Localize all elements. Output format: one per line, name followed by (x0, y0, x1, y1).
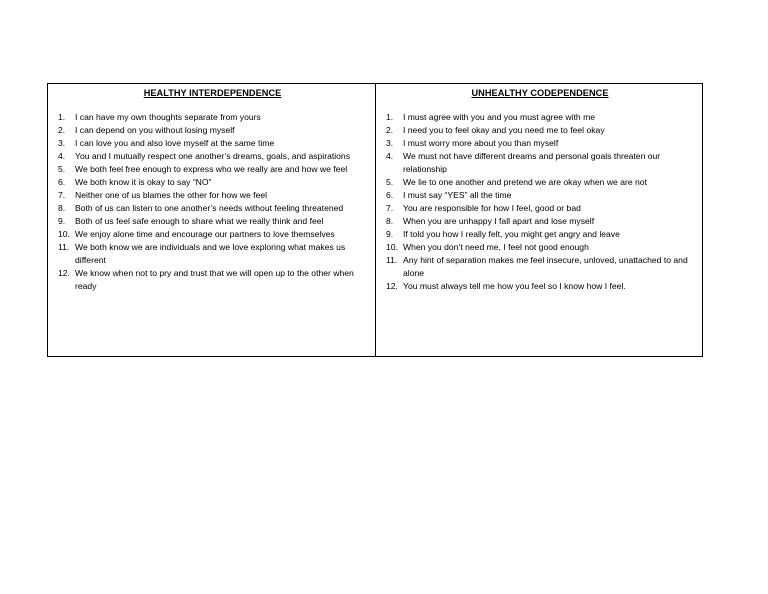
item-number: 10. (386, 242, 398, 252)
item-text: We must not have different dreams and personal goals threaten our relationship (403, 151, 661, 174)
item-text: Both of us can listen to one another’s needs without feeling threatened (75, 203, 344, 213)
item-number: 5. (386, 177, 394, 187)
item-number: 9. (386, 229, 394, 239)
healthy-item-5 (56, 163, 369, 176)
item-number: 6. (58, 177, 66, 187)
item-text: I can depend on you without losing myself (75, 125, 235, 135)
healthy-item-7 (56, 189, 369, 202)
unhealthy-item-3 (384, 137, 696, 150)
item-text: We both know it is okay to say “NO” (75, 177, 212, 187)
item-text: You must always tell me how you feel so I know how I feel. (403, 281, 626, 291)
item-number: 8. (58, 203, 66, 213)
item-text: We both feel free enough to express who we really are and how we feel (75, 164, 348, 174)
comparison-table (47, 83, 703, 357)
unhealthy-item-6 (384, 189, 696, 202)
healthy-heading: HEALTHY INTERDEPENDENCE (143, 88, 282, 98)
item-number: 1. (58, 112, 66, 122)
unhealthy-item-12 (384, 280, 696, 293)
item-number: 4. (386, 151, 394, 161)
healthy-item-11 (56, 241, 369, 267)
item-number: 11. (58, 242, 70, 252)
item-text: You are responsible for how I feel, good or bad (403, 203, 581, 213)
item-number: 7. (386, 203, 394, 213)
item-text: We both know we are individuals and we love exploring what makes us different (75, 242, 346, 265)
item-number: 2. (58, 125, 66, 135)
healthy-item-3 (56, 137, 369, 150)
item-text: We lie to one another and pretend we are okay when we are not (403, 177, 647, 187)
item-text: I must say “YES” all the time (403, 190, 512, 200)
unhealthy-item-1 (384, 111, 696, 124)
item-number: 2. (386, 125, 394, 135)
item-text: We enjoy alone time and encourage our partners to love themselves (75, 229, 335, 239)
item-number: 5. (58, 164, 66, 174)
healthy-column (48, 84, 376, 356)
item-text: We know when not to pry and trust that we will open up to the other when ready (75, 268, 354, 291)
unhealthy-item-5 (384, 176, 696, 189)
item-text: I can love you and also love myself at the same time (75, 138, 275, 148)
unhealthy-item-7 (384, 202, 696, 215)
item-number: 8. (386, 216, 394, 226)
unhealthy-item-10 (384, 241, 696, 254)
item-text: When you are unhappy I fall apart and lose myself (403, 216, 595, 226)
unhealthy-item-11 (384, 254, 696, 280)
healthy-item-8 (56, 202, 369, 215)
healthy-item-9 (56, 215, 369, 228)
healthy-list (56, 111, 369, 293)
item-number: 3. (386, 138, 394, 148)
item-number: 7. (58, 190, 66, 200)
item-text: You and I mutually respect one another’s dreams, goals, and aspirations (75, 151, 351, 161)
healthy-item-4 (56, 150, 369, 163)
unhealthy-column (376, 84, 702, 356)
item-number: 12. (58, 268, 70, 278)
unhealthy-heading: UNHEALTHY CODEPENDENCE (471, 88, 609, 98)
item-number: 3. (58, 138, 66, 148)
item-text: Neither one of us blames the other for how we feel (75, 190, 268, 200)
healthy-item-2 (56, 124, 369, 137)
unhealthy-item-2 (384, 124, 696, 137)
item-text: When you don’t need me, I feel not good enough (403, 242, 589, 252)
item-number: 10. (58, 229, 70, 239)
item-text: I need you to feel okay and you need me to feel okay (403, 125, 605, 135)
item-text: I must agree with you and you must agree with me (403, 112, 596, 122)
unhealthy-list (384, 111, 696, 293)
item-text: If told you how I really felt, you might get angry and leave (403, 229, 620, 239)
item-number: 12. (386, 281, 398, 291)
item-number: 1. (386, 112, 394, 122)
unhealthy-item-9 (384, 228, 696, 241)
item-number: 9. (58, 216, 66, 226)
item-number: 11. (386, 255, 398, 265)
item-text: Both of us feel safe enough to share what we really think and feel (75, 216, 324, 226)
item-text: Any hint of separation makes me feel insecure, unloved, unattached to and alone (403, 255, 688, 278)
healthy-item-10 (56, 228, 369, 241)
healthy-item-1 (56, 111, 369, 124)
healthy-item-12 (56, 267, 369, 293)
item-number: 6. (386, 190, 394, 200)
item-text: I can have my own thoughts separate from yours (75, 112, 261, 122)
item-text: I must worry more about you than myself (403, 138, 559, 148)
healthy-item-6 (56, 176, 369, 189)
item-number: 4. (58, 151, 66, 161)
unhealthy-item-8 (384, 215, 696, 228)
unhealthy-item-4 (384, 150, 696, 176)
